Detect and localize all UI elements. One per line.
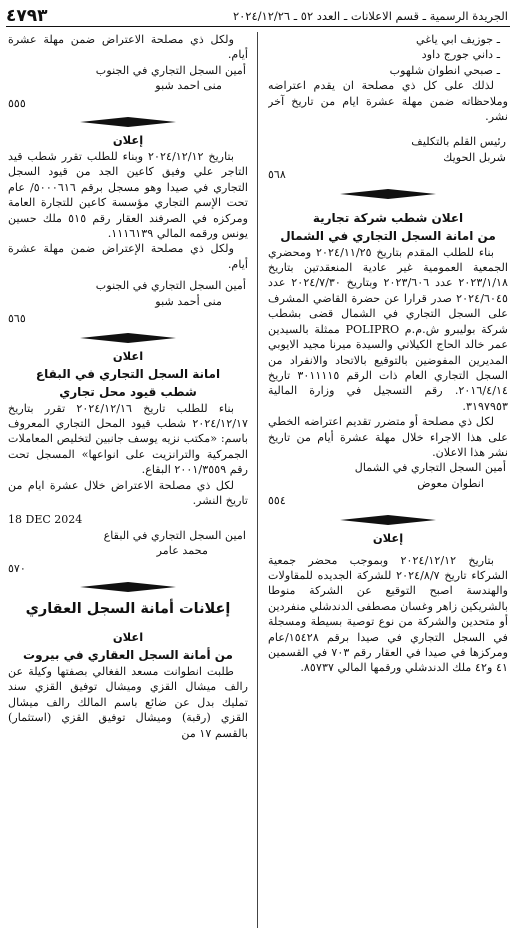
- signer-title: امين السجل التجاري في البقاع: [103, 528, 246, 542]
- list-item: ـ داني جورج داود: [421, 48, 500, 62]
- page-header: [6, 6, 510, 27]
- reference-number: ٥٧٠: [8, 561, 26, 575]
- header-title: الجريدة الرسمية ـ قسم الاعلانات ـ العدد ٥٢ ـ ٢٠٢٤/١٢/٢٦: [232, 9, 508, 23]
- signer-name: محمد عامر: [156, 544, 208, 558]
- ornament-divider: [8, 115, 248, 129]
- list-item: ـ جوزيف ابي ياغي: [416, 33, 500, 46]
- notice-subheading: من أمانة السجل العقاري في بيروت: [23, 647, 233, 662]
- notice-body: بناء للطلب تاريخ ٢٠٢٤/١٢/١٦ تقرر بتاريخ ٢٠٢٤/١٢/١٧ شطب قيود المحل التجاري المعروف باسم: «مكتب نزيه يوسف جانبين لتخليص المعاملات الجمركية والترانزيت على انواعها» المسجل تحت رقم ٢٠٠١/٣٥٥٩ البقاع.: [8, 401, 248, 477]
- signer-title: أمين السجل التجاري في الشمال: [354, 461, 506, 475]
- notice-heading: اعلان شطب شركة تجارية: [312, 210, 464, 225]
- notice-objection: ولكل ذي مصلحة الإعتراض ضمن مهلة عشرة أيام.: [8, 242, 248, 271]
- list-item: ـ صبحي انطوان شلهوب: [389, 63, 500, 77]
- objection-text: لذلك على كل ذي مصلحة ان يقدم اعتراضه وملاحظاته ضمن مهلة عشرة ايام من تاريخ آخر نشر.: [268, 79, 508, 124]
- ornament-divider: [268, 513, 508, 527]
- notice-heading: إعلان: [372, 530, 404, 545]
- left-column: [8, 32, 248, 930]
- ornament-divider: [8, 580, 248, 594]
- notice-body: بناء للطلب المقدم بتاريخ ٢٠٢٤/١١/٢٥ ومحضري الجمعية العمومية غير عادية المنعقدتين بتاريخ ٢٠٢٣/١/١٨ عدد ٢٠٢٣/٦٠٦ وبتاريخ ٢٠٢٤/٧/٣٠ عدد ٢٠٢٤/٦٠٤٥ صدر قرارا عن حضرة القاضي المشرف على السجل التجاري في الشمال قضى بشطب شركة بوليبرو ش.م.م POLIPRO ممثلة بالسيدين عمر خالد الحاج الكيلاني والسيدة ميرنا مجيد الايوبي المديرين المفوضين بالتوقيع بالاتحاد والانفراد من السجل التجاري العام ذات الرقم ٣٠١١١١٥ تاريخ ٢٠١٦/٤/١٤. رقم التسجيل في وزارة المالية ٣١٩٧٩٥٣.: [268, 245, 508, 413]
- notice-subheading: امانة السجل التجاري في البقاع: [35, 366, 221, 381]
- signer-name: منى احمد شبو: [155, 79, 222, 93]
- notice-objection: لكل ذي مصلحة أو متضرر تقديم اعتراضه الخطي على هذا الاجراء خلال مهلة عشرة أيام من تاريخ نشر هذا الاعلان.: [268, 415, 508, 459]
- objection-text: ولكل ذي مصلحة الاعتراض ضمن مهلة عشرة أيام.: [8, 33, 248, 62]
- date-stamp: 18 DEC 2024: [8, 513, 83, 527]
- notice-heading: إعلان: [112, 133, 144, 148]
- signer-name: شربل الحويك: [443, 150, 506, 164]
- column-divider: [257, 32, 258, 928]
- reference-number: ٥٥٥: [8, 96, 26, 110]
- notice-body: بتاريخ ٢٠٢٤/١٢/١٢ وبموجب محضر جمعية الشركاء تاريخ ٢٠٢٤/٨/٧ للشركة الجديده للمقاولات والهندسة اصبح التوقيع عن الشركة منوطا بالشريكين زاهر وغسان مصطفى الدندشلي منفردين أو متحدين والشركة من نوع توصية بسيطة ومسجلة في السجل التجاري في صيدا برقم ١٥٤٢٨/عام ومركزها في صيدا في العقار رقم ٧٠٣ في القسمين ٤١ و٤٢ ملك الدندشلي ورقمها المالي ٨٥٧٣٧.: [268, 553, 508, 675]
- reference-number: ٥٦٥: [8, 312, 26, 326]
- signer-name: منى أحمد شبو: [155, 294, 222, 308]
- notice-subheading: شطب قيود محل تجاري: [59, 384, 197, 399]
- signer-title: أمين السجل التجاري في الجنوب: [95, 279, 246, 293]
- notice-body: بتاريخ ٢٠٢٤/١٢/١٢ وبناء للطلب تقرر شطب قيد التاجر علي وفيق كاعين الجد من قيود السجل التجاري في صيدا وهو مسجل برقم ٥٠٠٠٦١٦/ عام تحت الإسم التجاري مؤسسة كاعين للتجارة العامة ومركزه في الصرفند العقار رقم ٥١٥ ملك حسين يونس ورقمه المالي ١١١٦١٣٩.: [8, 150, 248, 241]
- notice-objection: لكل ذي مصلحة الاعتراض خلال عشرة ايام من تاريخ النشر.: [8, 478, 248, 507]
- signer-name: انطوان معوض: [417, 476, 484, 490]
- page-number: ٤٧٩٣: [6, 6, 48, 26]
- notice-heading: اعلان: [112, 629, 144, 644]
- ornament-divider: [8, 331, 248, 345]
- reference-number: ٥٦٨: [268, 168, 286, 182]
- right-column: [268, 32, 508, 930]
- section-title: إعلانات أمانة السجل العقاري: [25, 600, 231, 617]
- reference-number: ٥٥٤: [268, 494, 286, 508]
- notice-body: طلبت انطوانت مسعد الفغالي بصفتها وكيلة عن رالف ميشال القزي وميشال توفيق القزي سند تمليك بدل عن ضائع باسم المالك رالف ميشال القزي (رقبة) وميشال توفيق القزي (استثمار) بالقسم ١٧ من: [8, 664, 248, 740]
- notice-heading: اعلان: [112, 348, 144, 363]
- signer-title: أمين السجل التجاري في الجنوب: [95, 63, 246, 77]
- signer-title: رئيس القلم بالتكليف: [411, 135, 506, 149]
- ornament-divider: [268, 187, 508, 201]
- notice-subheading: من امانة السجل التجاري في الشمال: [280, 228, 496, 243]
